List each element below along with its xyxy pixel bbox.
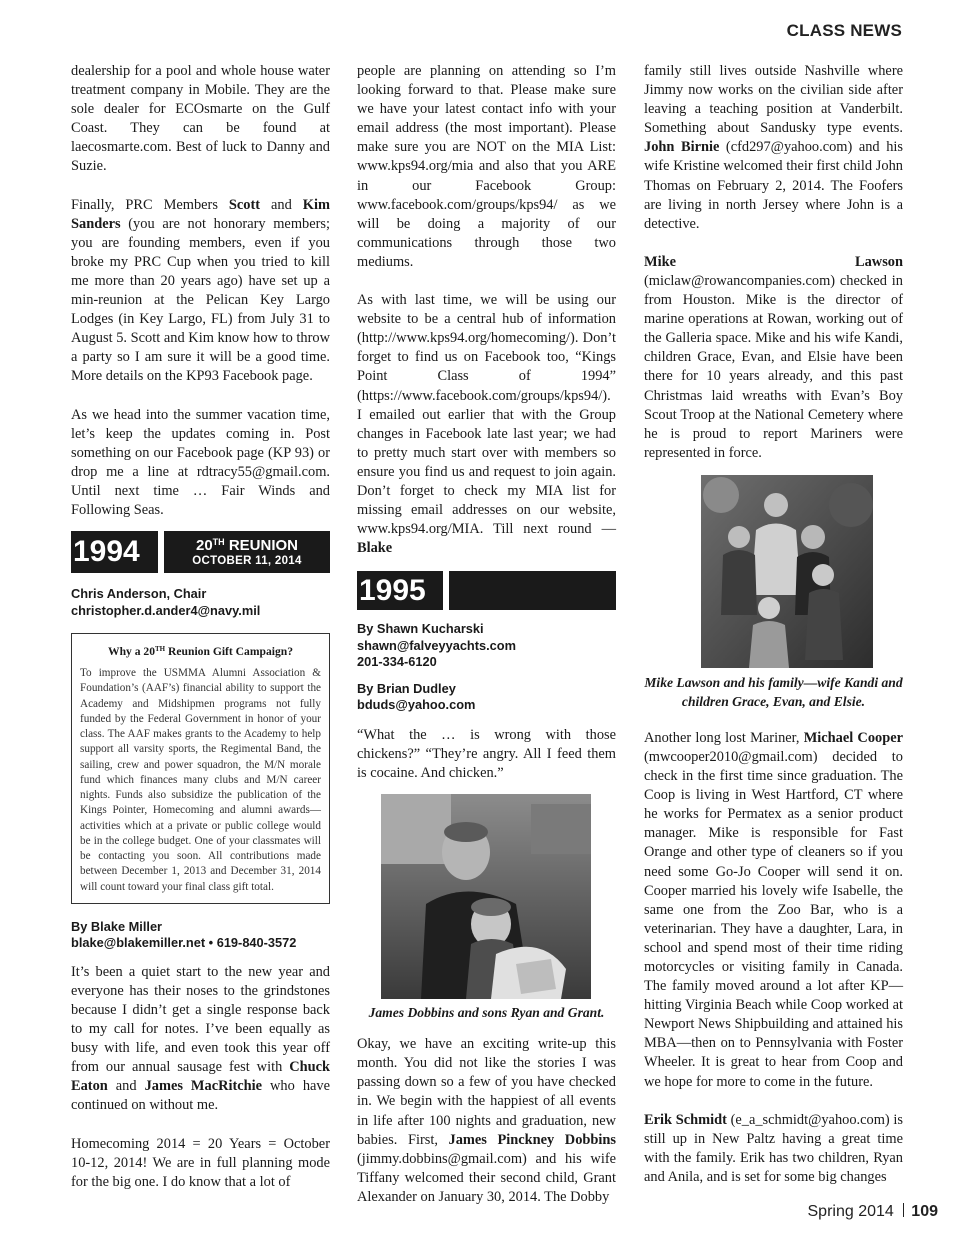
class-year: 1994 xyxy=(71,531,158,573)
byline: By Brian Dudley bduds@yahoo.com xyxy=(357,681,616,714)
page-number: 109 xyxy=(911,1203,938,1220)
quote: “What the … is wrong with those chickens?” “They’re angry. All I feed them is cocaine. And chicken.” xyxy=(357,726,616,782)
reunion-date: OCTOBER 11, 2014 xyxy=(192,555,302,568)
paragraph: Homecoming 2014 = 20 Years = October 10-12, 2014! We are in full planning mode for the big one. I do know that a lot of xyxy=(71,1135,330,1190)
author-phone: 201-334-6120 xyxy=(357,654,437,670)
paragraph: Finally, PRC Members Scott and Kim Sanders (you are not honorary members; you are founding members, even if you broke my PRC Cup when you tried to kill me more than 20 years ago) have set up a min-reunion at the Pelican Key Largo Lodges (in Key Largo, FL) from July 31 to August 5. Scott and Kim know how to throw a party so I am sure it will be a good time. More details on the KP93 Facebook page. xyxy=(71,196,330,385)
paragraph: Another long lost Mariner, Michael Cooper (mwcooper2010@gmail.com) decided to check in the first time since graduation. The Coop is living in West Hartford, CT where he works for Permatex as a senior product manager. Mike is responsible for Fast Orange and other type of cleaners so if you need some Go-Jo Cooper will send it on. Cooper married his lovely wife Isabelle, the same one from the Zoo Bar, who is a veterinarian. They have a daughter, Lara, in school and spend most of their time riding motorcycles or visiting family in Canada. The family moved around a lot after KP—hitting Virginia Beach while Coop worked at Newport News Shipbuilding and attained his MBA—then on to Pennsylvania with Foster Wheeler. It is great to hear from Coop and we hope for more to come in the future. xyxy=(644,729,903,1090)
byline: By Blake Miller blake@blakemiller.net • 619-840-3572 xyxy=(71,919,330,952)
class-year-banner-1994 xyxy=(71,531,330,573)
name-bold: Scott xyxy=(228,196,261,213)
author-email: shawn@falveyyachts.com xyxy=(357,637,516,653)
gift-box-body: To improve the USMMA Alumni Association & Foundation’s (AAF’s) financial ability to support the Academy and Midshipmen programs not fully funded by the Federal Government in honor of your class. The AAF makes grants to the Academy to help support all varsity sports, the Regimental Band, the sailing, crew and power squadron, the M/N morale fund which finances many clubs and M/N career nights. Funds also subsidize the publication of the Kings Pointer, Homecoming and alumni awards—activities which at a private or public college would be in the college budget. One of your classmates will be contacting you soon. All contributions made between December 1, 2013 and December 31, 2014 will count toward your final class gift total. xyxy=(80,667,321,893)
column-2 xyxy=(357,62,616,1226)
paragraph: As with last time, we will be using our website to be a central hub of information (http://www.kps94.org/homecoming/). Don’t forget to find us on Facebook too, “Kings Point Class of 1994” (https://www.facebook.com/groups/kps94/). I emailed out earlier that with the Group changes in Facebook late last year; we had to pretty much start over with members so ensure you find us and request to join again. Don’t forget to check my MIA list for missing email addresses on our website, www.kps94.org/MIA. Till next round — Blake xyxy=(357,292,616,557)
class-year: 1995 xyxy=(357,571,443,610)
paragraph: It’s been a quiet start to the new year and everyone has their noses to the grindstones because I didn’t get a single response back to my call for notes. I’ve been equally as busy with life, and even took this year off from our annual sausage fest with Chuck Eaton and James MacRitchie who have continued on without me. xyxy=(71,963,330,1114)
chair-email: christopher.d.ander4@navy.mil xyxy=(71,602,261,618)
class-chair: Chris Anderson, Chair christopher.d.ander4@navy.mil xyxy=(71,586,330,619)
issue-label: Spring 2014 xyxy=(807,1203,894,1220)
paragraph: As we head into the summer vacation time, let’s keep the updates coming in. Post something on our Facebook page (KP 93) or drop me a line at rdtracy55@gmail.com. Until next time … Fair Winds and Following Seas. xyxy=(71,406,330,518)
page-footer xyxy=(808,1203,939,1221)
paragraph: Erik Schmidt (e_a_schmidt@yahoo.com) is still up in New Paltz having a great time with the family. Erik has two children, Ryan and Anila, and is set for some big changes xyxy=(644,1111,903,1185)
paragraph: Mike Lawson (miclaw@rowancompanies.com) checked in from Houston. Mike is the director of marine operations at Rowan, working out of the Galleria space. Mike and his wife Kandi, children Grace, Evan, and Elsie have been there for 10 years already, and this past Christmas laid wreaths with Evan’s Boy Scout Troop at the National Cemetery where he is proud to report Mariners were represented in force. xyxy=(644,253,903,461)
class-year-banner-1995 xyxy=(357,571,616,610)
dobbins-family-photo xyxy=(381,794,591,999)
gift-box-title: Why a 20TH Reunion Gift Campaign? xyxy=(107,645,294,659)
author-contact: blake@blakemiller.net • 619-840-3572 xyxy=(71,935,297,951)
paragraph: dealership for a pool and whole house water treatment company in Mobile. They are the sole dealer for ECOsmarte on the Gulf Coast. They can be found at laecosmarte.com. Best of luck to Danny and Suzie. xyxy=(71,63,330,175)
gift-campaign-box xyxy=(71,633,330,904)
lawson-family-photo xyxy=(701,475,873,668)
byline: By Shawn Kucharski shawn@falveyyachts.com 201-334-6120 xyxy=(357,621,616,671)
paragraph: Okay, we have an exciting write-up this month. You did not like the stories I was passing down so a few of you have checked in. We begin with the happiest of all events in life after 100 nights and graduation, new babies. First, James Pinckney Dobbins (jimmy.dobbins@gmail.com) and his wife Tiffany welcomed their second child, Grant Alexander on January 30, 2014. The Dobby xyxy=(357,1036,617,1205)
paragraph: people are planning on attending so I’m looking forward to that. Please make sure we have your latest contact info with your email address (the most important). Please make sure you are NOT on the MIA List: www.kps94.org/mia and also that you ARE in our Facebook Group: www.facebook.com/groups/kps94/ as we will be doing a majority of our communications through those two mediums. xyxy=(357,63,616,270)
section-header: CLASS NEWS xyxy=(786,21,902,40)
photo-caption: Mike Lawson and his family—wife Kandi and children Grace, Evan, and Elsie. xyxy=(644,674,903,709)
name-bold: Kim Sanders xyxy=(71,196,330,232)
photo-caption: James Dobbins and sons Ryan and Grant. xyxy=(368,1005,605,1021)
reunion-banner: 20TH REUNION OCTOBER 11, 2014 xyxy=(164,531,330,573)
column-3 xyxy=(644,62,903,1206)
paragraph: family still lives outside Nashville where Jimmy now works on the civilian side after leaving a teaching position at Vanderbilt. Something about Sandusky type events. John Birnie (cfd297@yahoo.com) and his wife Kristine welcomed their first child John Thomas on February 2, 2014. The Foofers are living in north Jersey where John is a detective. xyxy=(644,63,903,232)
author-email: bduds@yahoo.com xyxy=(357,697,476,713)
column-1 xyxy=(71,62,330,1211)
